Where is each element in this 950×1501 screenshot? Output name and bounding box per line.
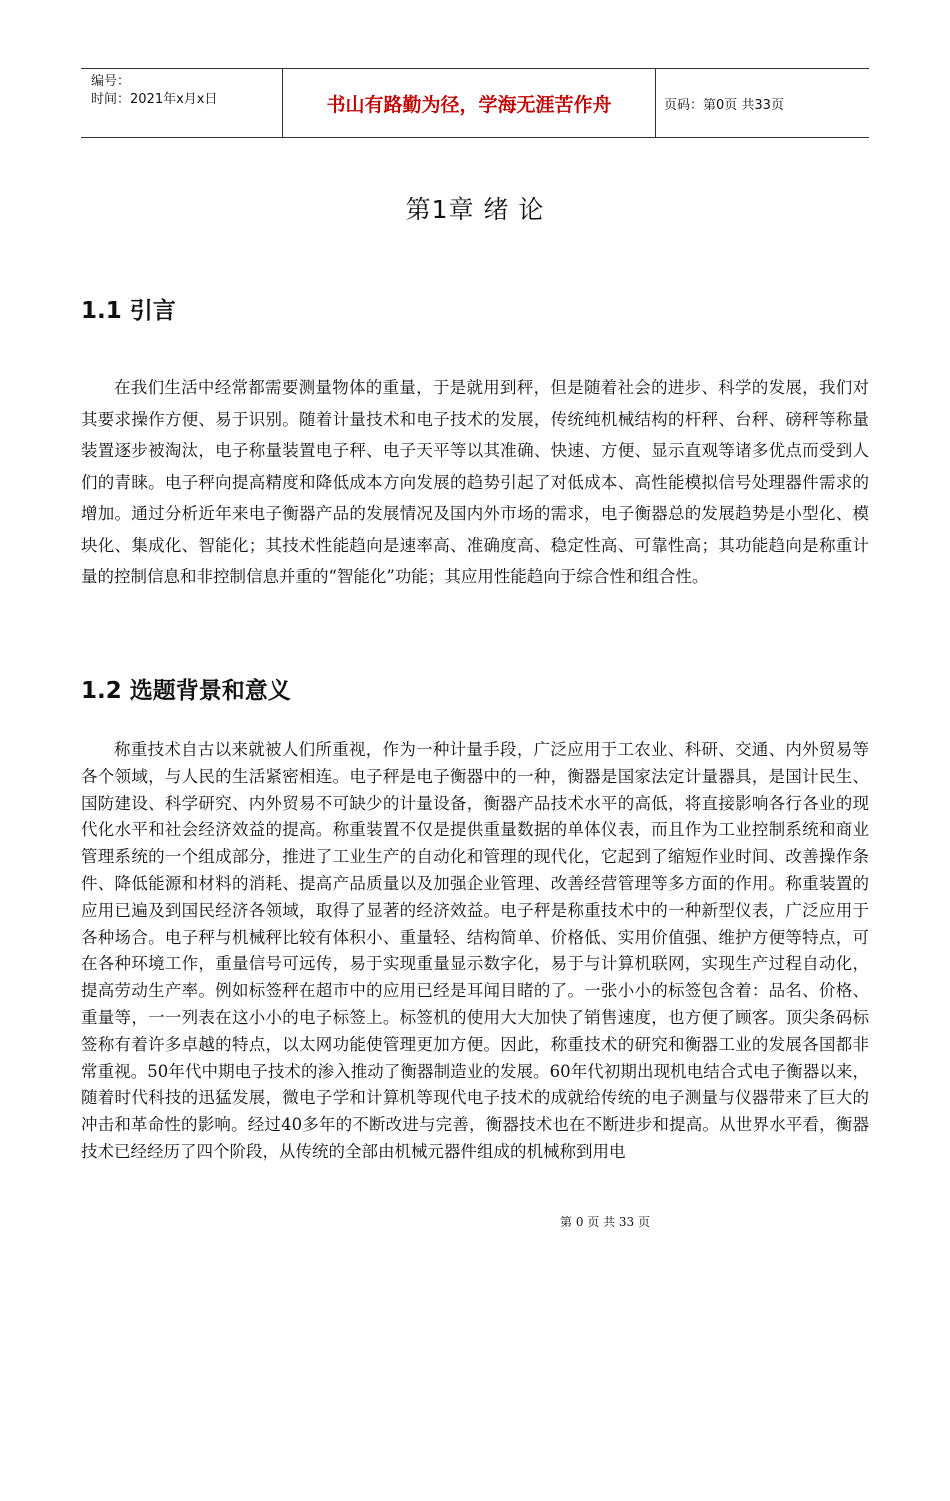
page-header xyxy=(81,68,869,138)
section-heading-background: 1.2 选题背景和意义 xyxy=(81,678,291,704)
page-footer: 第 0 页 共 33 页 xyxy=(560,1215,650,1229)
section-body-background: 称重技术自古以来就被人们所重视，作为一种计量手段，广泛应用于工农业、科研、交通、内外贸易等各个领域，与人民的生活紧密相连。电子秤是电子衡器中的一种，衡器是国家法定计量器具，是国计民生、国防建设、科学研究、内外贸易不可缺少的计量设备，衡器产品技术水平的高低，将直接影响各行各业的现代化水平和社会经济效益的提高。称重装置不仅是提供重量数据的单体仪表，而且作为工业控制系统和商业管理系统的一个组成部分，推进了工业生产的自动化和管理的现代化，它起到了缩短作业时间、改善操作条件、降低能源和材料的消耗、提高产品质量以及加强企业管理、改善经营管理等多方面的作用。称重装置的应用已遍及到国民经济各领域，取得了显著的经济效益。电子秤是称重技术中的一种新型仪表，广泛应用于各种场合。电子秤与机械秤比较有体积小、重量轻、结构简单、价格低、实用价值强、维护方便等特点，可在各种环境工作，重量信号可远传，易于实现重量显示数字化，易于与计算机联网，实现生产过程自动化，提高劳动生产率。例如标签秤在超市中的应用已经是耳闻目睹的了。一张小小的标签包含着：品名、价格、重量等，一一列表在这小小的电子标签上。标签机的使用大大加快了销售速度，也方便了顾客。顶尖条码标签称有着许多卓越的特点，以太网功能使管理更加方便。因此，称重技术的研究和衡器工业的发展各国都非常重视。50年代中期电子技术的渗入推动了衡器制造业的发展。60年代初期出现机电结合式电子衡器以来，随着时代科技的迅猛发展，微电子学和计算机等现代电子技术的成就给传统的电子测量与仪器带来了巨大的冲击和革命性的影响。经过40多年的不断改进与完善，衡器技术也在不断进步和提高。从世界水平看，衡器技术已经经历了四个阶段，从传统的全部由机械元器件组成的机械称到用电 xyxy=(81,740,869,1161)
header-page-info: 页码：第0页 共33页 xyxy=(664,97,784,113)
header-meta xyxy=(81,69,283,137)
section-heading-intro: 1.1 引言 xyxy=(81,298,176,324)
header-motto: 书山有路勤为径，学海无涯苦作舟 xyxy=(283,69,656,137)
chapter-title: 第1章 绪 论 xyxy=(405,195,545,224)
document-date: 时间：2021年x月x日 xyxy=(91,92,218,107)
document-number-label: 编号： xyxy=(91,74,131,89)
section-body-intro: 在我们生活中经常都需要测量物体的重量，于是就用到秤，但是随着社会的进步、科学的发展，我们对其要求操作方便、易于识别。随着计量技术和电子技术的发展，传统纯机械结构的杆秤、台秤、磅秤等称量装置逐步被淘汰，电子称量装置电子秤、电子天平等以其准确、快速、方便、显示直观等诸多优点而受到人们的青睐。电子秤向提高精度和降低成本方向发展的趋势引起了对低成本、高性能模拟信号处理器件需求的增加。通过分析近年来电子衡器产品的发展情况及国内外市场的需求，电子衡器总的发展趋势是小型化、模块化、集成化、智能化；其技术性能趋向是速率高、准确度高、稳定性高、可靠性高；其功能趋向是称重计量的控制信息和非控制信息并重的“智能化”功能；其应用性能趋向于综合性和组合性。 xyxy=(81,378,869,586)
